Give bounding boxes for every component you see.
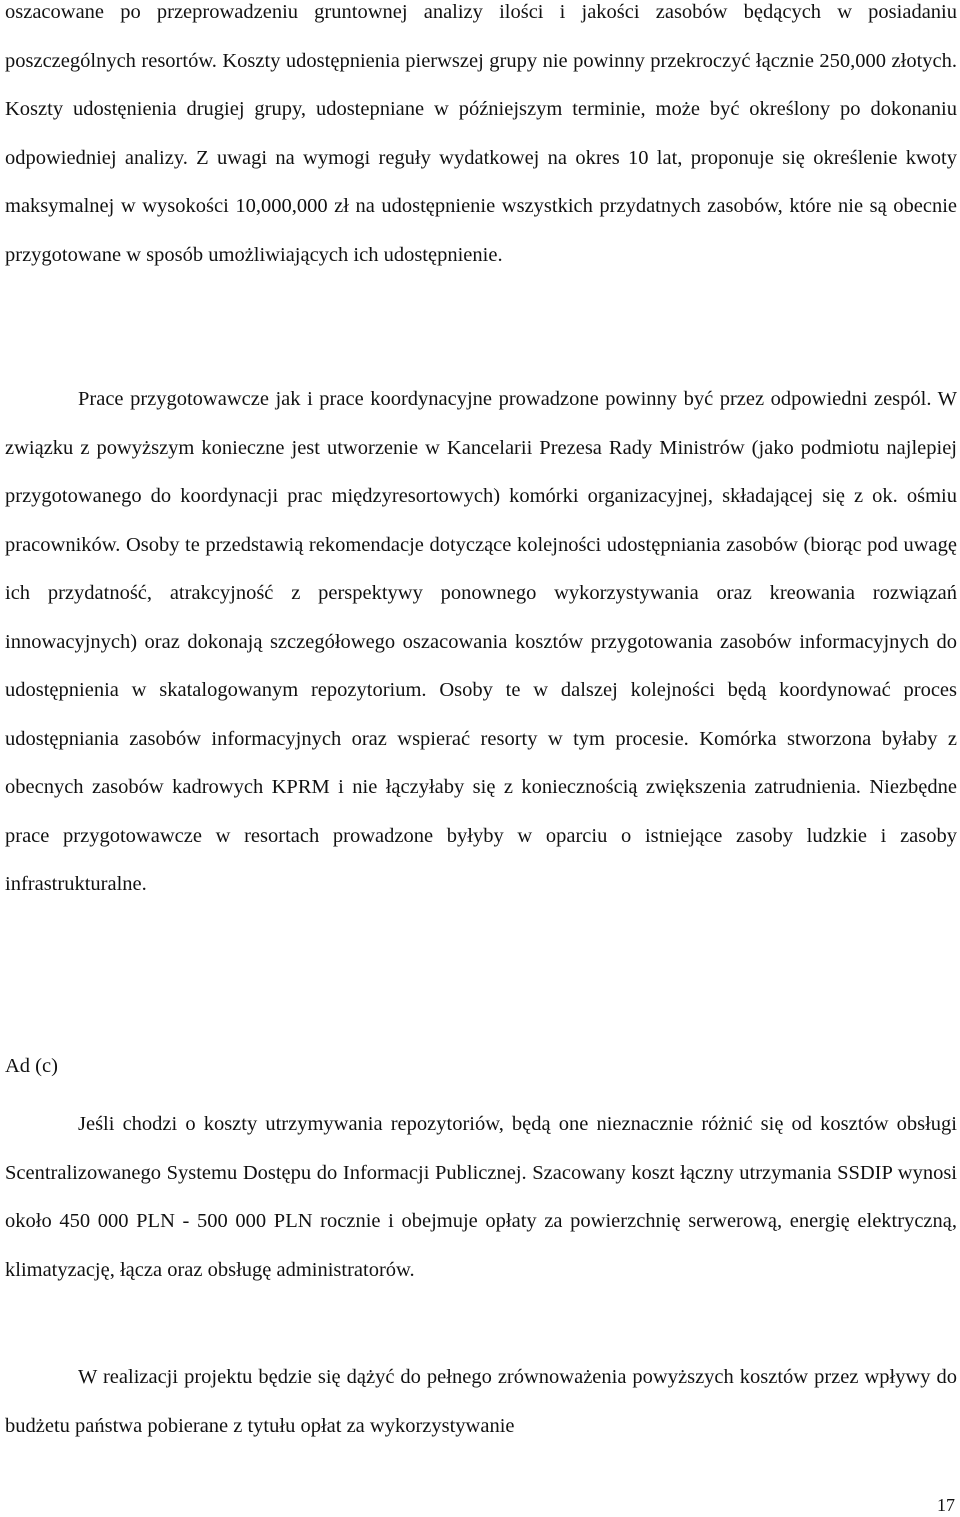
paragraph-preparatory-work: Prace przygotowawcze jak i prace koordynacyjne prowadzone powinny być przez odpowiedni zespól. W związku z powyższym konieczne jest utworzenie w Kancelarii Prezesa Rady Ministrów (jako podmiotu najlepiej przygotowanego do koordynacji prac międzyresortowych) komórki organizacyjnej, składającej się z ok. ośmiu pracowników. Osoby te przedstawią rekomendacje dotyczące kolejności udostępniania zasobów (biorąc pod uwagę ich przydatność, atrakcyjność z perspektywy ponownego wykorzystywania oraz kreowania rozwiązań innowacyjnych) oraz dokonają szczegółowego oszacowania kosztów przygotowania zasobów informacyjnych do udostępnienia w skatalogowanym repozytorium. Osoby te w dalszej kolejności będą koordynować proces udostępniania zasobów informacyjnych oraz wspierać resorty w tym procesie. Komórka stworzona byłaby z obecnych zasobów kadrowych KPRM i nie łączyłaby się z koniecznością zwiększenia zatrudnienia. Niezbędne prace przygotowawcze w resortach prowadzone byłyby w oparciu o istniejące zasoby ludzkie i zasoby infrastrukturalne. xyxy=(5,388,957,895)
paragraph-project-balancing: W realizacji projektu będzie się dążyć do pełnego zrównoważenia powyższych kosztów przez wpływy do budżetu państwa pobierane z tytułu opłat za wykorzystywanie xyxy=(5,1366,957,1437)
paragraph-costs-estimate: oszacowane po przeprowadzeniu gruntownej analizy ilości i jakości zasobów będących w posiadaniu poszczególnych resortów. Koszty udostępnienia pierwszej grupy nie powinny przekroczyć łącznie 250,000 złotych. Koszty udostęnienia drugiej grupy, udostepniane w późniejszym terminie, może być określony po dokonaniu odpowiedniej analizy. Z uwagi na wymogi reguły wydatkowej na okres 10 lat, proponuje się określenie kwoty maksymalnej w wysokości 10,000,000 zł na udostępnienie wszystkich przydatnych zasobów, które nie są obecnie przygotowane w sposób umożliwiających ich udostępnienie. xyxy=(5,1,957,266)
section-heading-ad-c: Ad (c) xyxy=(5,1055,58,1077)
page-number: 17 xyxy=(937,1495,955,1515)
paragraph-repository-maintenance: Jeśli chodzi o koszty utrzymywania repozytoriów, będą one nieznacznie różnić się od kosztów obsługi Scentralizowanego Systemu Dostępu do Informacji Publicznej. Szacowany koszt łączny utrzymania SSDIP wynosi około 450 000 PLN - 500 000 PLN rocznie i obejmuje opłaty za powierzchnię serwerową, energię elektryczną, klimatyzację, łącza oraz obsługę administratorów. xyxy=(5,1113,957,1281)
